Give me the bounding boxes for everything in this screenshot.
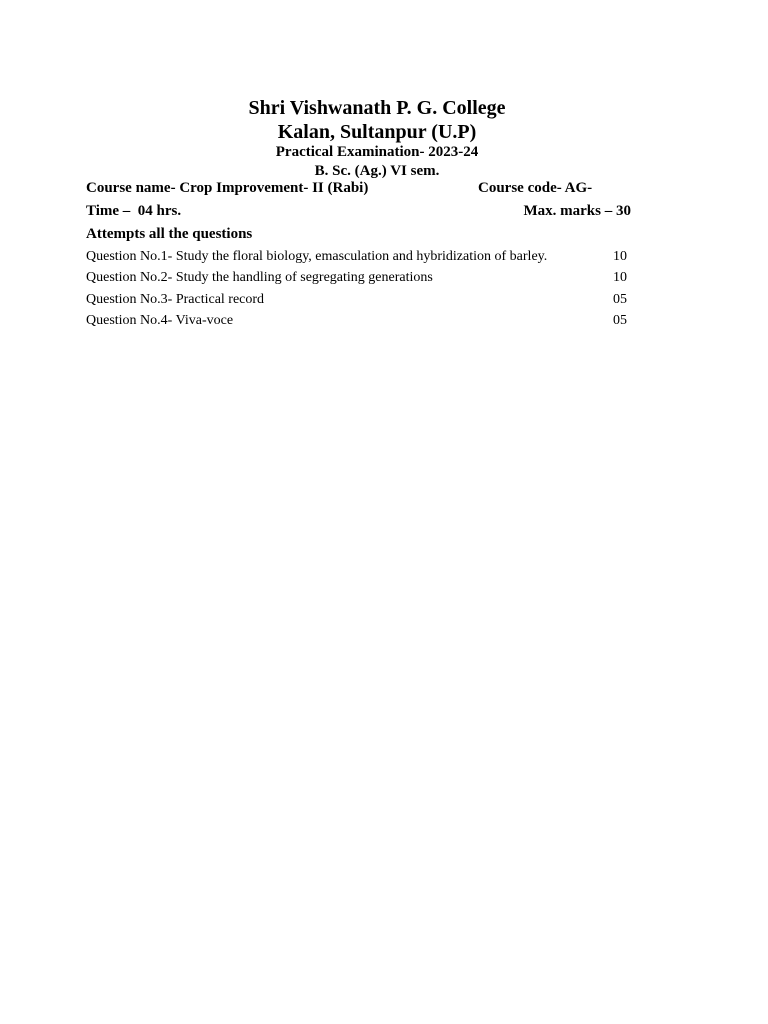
instructions: Attempts all the questions	[86, 226, 253, 242]
program-semester: B. Sc. (Ag.) VI sem.	[314, 163, 440, 179]
question-1-text: Question No.1- Study the floral biology, emasculation and hybridization of barley.	[86, 249, 548, 264]
question-1-marks: 10	[613, 249, 627, 264]
college-name: Shri Vishwanath P. G. College	[248, 97, 506, 119]
max-marks: Max. marks – 30	[523, 203, 631, 219]
exam-title: Practical Examination- 2023-24	[275, 144, 479, 160]
college-location: Kalan, Sultanpur (U.P)	[277, 121, 477, 143]
course-code: Course code- AG-	[478, 180, 593, 196]
question-2-marks: 10	[613, 270, 627, 285]
question-2-text: Question No.2- Study the handling of segregating generations	[86, 270, 433, 285]
course-name: Course name- Crop Improvement- II (Rabi)	[86, 180, 369, 196]
question-3-text: Question No.3- Practical record	[86, 292, 265, 307]
question-4-marks: 05	[613, 313, 627, 328]
question-4-text: Question No.4- Viva-voce	[86, 313, 234, 328]
exam-duration: Time – 04 hrs.	[86, 203, 182, 219]
question-3-marks: 05	[613, 292, 627, 307]
